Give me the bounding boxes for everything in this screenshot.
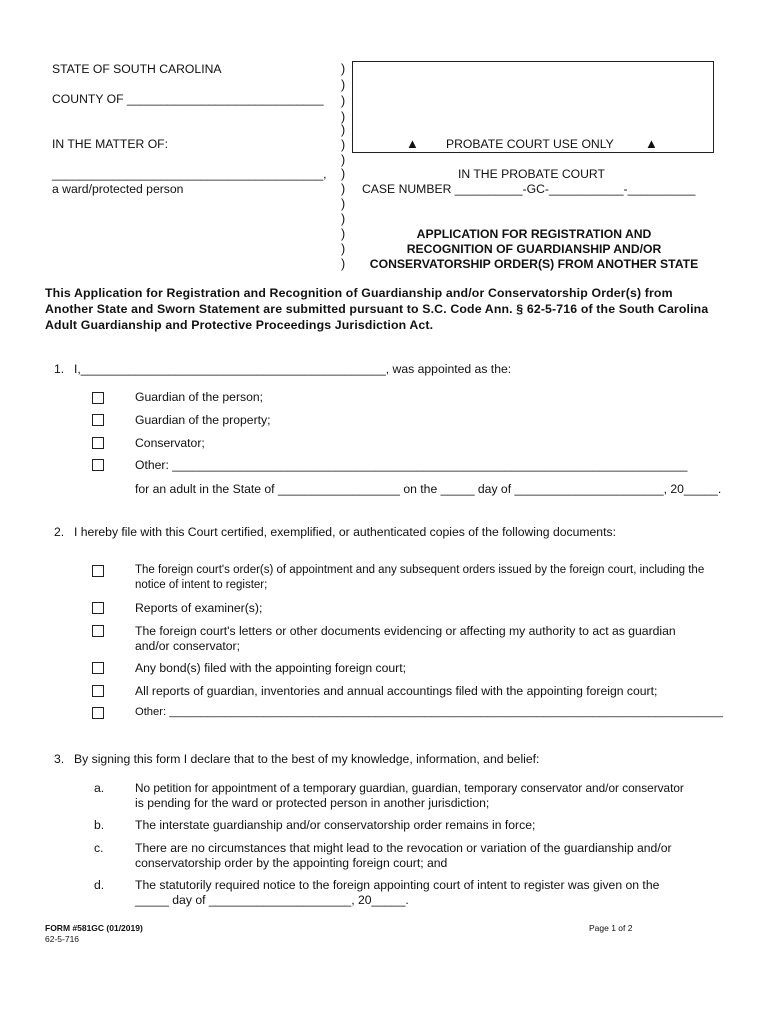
checkbox-conservator[interactable]	[92, 437, 104, 449]
state-date-field[interactable]: for an adult in the State of __________________ on the _____ day of ______________________, 20_____.	[135, 482, 722, 496]
case-number-field[interactable]: CASE NUMBER __________-GC-___________-__________	[362, 182, 696, 196]
doc-other-field[interactable]: Other: _________________________________________________________________________________________	[135, 706, 723, 718]
form-number: FORM #581GC (01/2019)	[45, 923, 143, 933]
checkbox-guardian-property[interactable]	[92, 414, 104, 426]
item-3-number: 3.	[54, 752, 65, 766]
title-line-1: APPLICATION FOR REGISTRATION AND	[416, 227, 652, 241]
ward-label: a ward/protected person	[52, 182, 184, 196]
item-3-text: By signing this form I declare that to the best of my knowledge, information, and belief:	[74, 752, 540, 766]
in-matter-label: IN THE MATTER OF:	[52, 137, 169, 151]
intro-paragraph: This Application for Registration and Recognition of Guardianship and/or Conservatorship Order(s) from Another State and Sworn Statement are submitted pursuant to S.C. Code Ann. § 62-5-716 of the South Carolina Adult Guardianship and Protective Proceedings Jurisdiction Act.	[45, 286, 709, 332]
checkbox-doc-other[interactable]	[92, 707, 104, 719]
item-2-number: 2.	[54, 525, 65, 539]
checkbox-doc-bonds[interactable]	[92, 662, 104, 674]
item-1-number: 1.	[54, 362, 65, 376]
county-field[interactable]: COUNTY OF _____________________________	[52, 92, 324, 106]
checkbox-doc-accountings[interactable]	[92, 685, 104, 697]
other-field[interactable]: Other: ____________________________________________________________________________	[135, 458, 688, 472]
point-text: No petition for appointment of a temporary guardian, guardian, temporary conservator and/or conservator	[135, 781, 684, 795]
appointee-name-field[interactable]: I,_____________________________________________, was appointed as the:	[74, 362, 512, 376]
checkbox-doc-reports[interactable]	[92, 602, 104, 614]
point-text: The statutorily required notice to the foreign appointing court of intent to register was given on the	[135, 878, 660, 892]
point-text: There are no circumstances that might lead to the revocation or variation of the guardianship and/or	[135, 841, 672, 855]
title-line-3: CONSERVATORSHIP ORDER(S) FROM ANOTHER STATE	[369, 257, 699, 271]
point-text-cont: is pending for the ward or protected person in another jurisdiction;	[135, 796, 490, 810]
checkbox-guardian-person[interactable]	[92, 392, 104, 404]
triangle-right-icon: ▲	[645, 136, 658, 151]
option-label: Guardian of the property;	[135, 413, 271, 427]
option-label: Conservator;	[135, 436, 205, 450]
notice-date-field[interactable]: _____ day of _____________________, 20_____.	[135, 893, 409, 907]
state-label: STATE OF SOUTH CAROLINA	[52, 62, 222, 76]
page-number: Page 1 of 2	[589, 923, 633, 933]
point-letter: c.	[94, 841, 104, 855]
court-use-label: PROBATE COURT USE ONLY	[446, 137, 614, 151]
option-label: Guardian of the person;	[135, 390, 264, 404]
doc-label-cont: and/or conservator;	[135, 639, 241, 653]
checkbox-doc-letters[interactable]	[92, 625, 104, 637]
ward-name-field[interactable]: ________________________________________,	[52, 167, 327, 181]
court-title: IN THE PROBATE COURT	[458, 167, 605, 181]
doc-label: Any bond(s) filed with the appointing foreign court;	[135, 661, 406, 675]
point-letter: b.	[94, 818, 105, 832]
statute-code: 62-5-716	[45, 934, 80, 944]
point-letter: d.	[94, 878, 105, 892]
point-letter: a.	[94, 781, 105, 795]
doc-label: The foreign court's order(s) of appointment and any subsequent orders issued by the foreign court, including the	[135, 564, 705, 576]
point-text: The interstate guardianship and/or conservatorship order remains in force;	[135, 818, 536, 832]
doc-label: All reports of guardian, inventories and annual accountings filed with the appointing foreign court;	[135, 684, 658, 698]
item-2-text: I hereby file with this Court certified, exemplified, or authenticated copies of the following documents:	[74, 525, 616, 539]
title-line-2: RECOGNITION OF GUARDIANSHIP AND/OR	[406, 242, 662, 256]
doc-label: The foreign court's letters or other documents evidencing or affecting my authority to act as guardian	[135, 624, 676, 638]
checkbox-doc-orders[interactable]	[92, 565, 104, 577]
doc-label-cont: notice of intent to register;	[135, 579, 268, 591]
doc-label: Reports of examiner(s);	[135, 601, 263, 615]
triangle-left-icon: ▲	[406, 136, 419, 151]
checkbox-other[interactable]	[92, 459, 104, 471]
point-text-cont: conservatorship order by the appointing foreign court; and	[135, 856, 448, 870]
